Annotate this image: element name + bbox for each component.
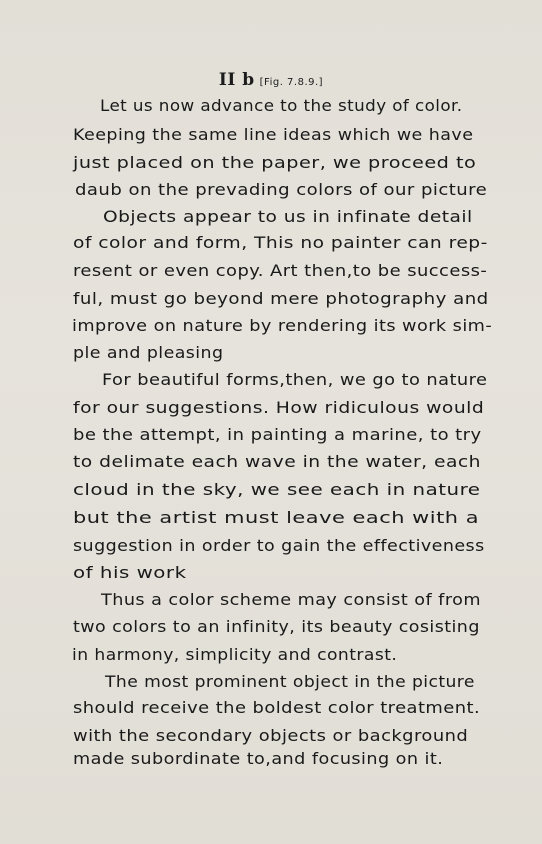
figure-reference: [Fig. 7.8.9.] [259,77,324,88]
text-line: but the artist must leave each with a [73,508,480,527]
text-line: Let us now advance to the study of color. [100,96,463,115]
text-line: for our suggestions. How ridiculous would [73,398,485,417]
text-line: ple and pleasing [73,343,224,362]
page-heading [0,70,542,90]
text-line: daub on the prevading colors of our picture [75,180,488,199]
text-line: The most prominent object in the picture [105,672,475,691]
text-line: be the attempt, in painting a marine, to try [73,425,482,444]
text-line: resent or even copy. Art then,to be success- [73,261,488,280]
text-line: of color and form, This no painter can rep- [73,233,488,252]
text-line: Keeping the same line ideas which we have [73,125,474,144]
text-line: should receive the boldest color treatment. [73,698,481,717]
section-number: II b [218,70,255,90]
text-line: made subordinate to,and focusing on it. [73,749,444,768]
text-line: with the secondary objects or background [73,726,469,745]
text-line: two colors to an infinity, its beauty cosisting [73,617,480,636]
text-line: just placed on the paper, we proceed to [73,153,477,172]
text-line: to delimate each wave in the water, each [73,452,481,471]
text-line: improve on nature by rendering its work sim- [72,316,493,335]
text-line: For beautiful forms,then, we go to nature [102,370,488,389]
text-line: of his work [73,563,187,582]
text-line: cloud in the sky, we see each in nature [73,480,481,499]
text-line: Objects appear to us in infinate detail [103,207,473,226]
text-line: suggestion in order to gain the effectiveness [73,536,485,555]
text-line: in harmony, simplicity and contrast. [72,645,398,664]
text-line: ful, must go beyond mere photography and [73,289,489,308]
text-line: Thus a color scheme may consist of from [101,590,481,609]
